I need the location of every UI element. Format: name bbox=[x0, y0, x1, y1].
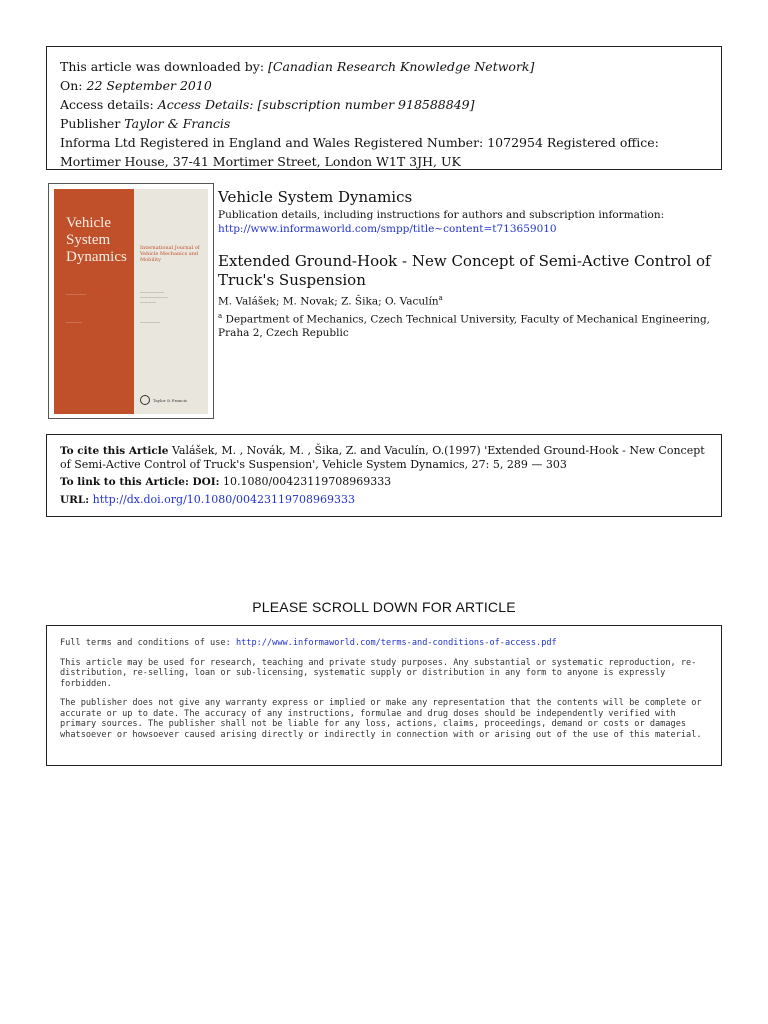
cover-title-line: System bbox=[66, 232, 111, 248]
affiliation bbox=[218, 309, 723, 341]
access-value: Access Details: [subscription number 918588849] bbox=[157, 97, 475, 112]
cover-decoration: ————— bbox=[140, 319, 160, 324]
url-label: URL: bbox=[60, 494, 90, 506]
citation-box bbox=[46, 434, 722, 517]
publisher-logo bbox=[140, 395, 187, 405]
journal-cover-image bbox=[54, 189, 208, 414]
publisher-line bbox=[60, 114, 708, 133]
downloaded-by-value: [Canadian Research Knowledge Network] bbox=[268, 59, 535, 74]
publication-details: Publication details, including instructions for authors and subscription information: bbox=[218, 209, 665, 221]
publisher-logo-text: Taylor & Francis bbox=[153, 397, 187, 403]
doi-line bbox=[60, 475, 708, 489]
access-label: Access details: bbox=[60, 97, 154, 112]
downloaded-by-label: This article was downloaded by: bbox=[60, 59, 265, 74]
date-label: On: bbox=[60, 78, 83, 93]
download-info-box bbox=[46, 46, 722, 170]
author-superscript: a bbox=[438, 294, 443, 302]
cover-title-line: Vehicle bbox=[66, 215, 111, 231]
publisher-value: Taylor & Francis bbox=[124, 116, 231, 131]
cover-decoration: ————— bbox=[66, 291, 86, 296]
article-title: Extended Ground-Hook - New Concept of Semi-Active Control of Truck's Suspension bbox=[218, 252, 711, 289]
journal-link[interactable]: http://www.informaworld.com/smpp/title~content=t713659010 bbox=[218, 223, 557, 235]
cite-text: Valášek, M. , Novák, M. , Šika, Z. and Vaculín, O.(1997) 'Extended Ground-Hook - New Concept of Semi-Active Control of Truck's Suspension', Vehicle System Dynamics, 27: 5, 289 — 303 bbox=[60, 444, 705, 471]
full-terms-label: Full terms and conditions of use: bbox=[60, 638, 231, 648]
cite-label: To cite this Article bbox=[60, 445, 169, 457]
doi-label: To link to this Article: DOI: bbox=[60, 476, 220, 488]
downloaded-by-line bbox=[60, 57, 708, 76]
cover-title bbox=[66, 215, 127, 266]
full-terms-line bbox=[60, 638, 708, 649]
url-line bbox=[60, 493, 708, 507]
journal-title: Vehicle System Dynamics bbox=[218, 188, 413, 206]
scroll-down-message: PLEASE SCROLL DOWN FOR ARTICLE bbox=[252, 599, 516, 615]
cover-decoration: —————— ——————— ———— bbox=[140, 289, 168, 304]
author-list: M. Valášek; M. Novak; Z. Šika; O. Vaculín bbox=[218, 295, 439, 308]
terms-link[interactable]: http://www.informaworld.com/terms-and-conditions-of-access.pdf bbox=[235, 638, 557, 648]
terms-paragraph-disclaimer: The publisher does not give any warranty express or implied or make any representation that the contents will be complete or accurate or up to date. The accuracy of any instructions, formulae and drug doses should be independently verified with primary sources. The publisher shall not be liable for any loss, actions, claims, proceedings, demand or costs or damages whatsoever or howsoever caused arising directly or indirectly in connection with or arising out of the use of this material. bbox=[60, 698, 702, 740]
affiliation-superscript: a bbox=[218, 311, 223, 320]
authors bbox=[218, 292, 723, 309]
affiliation-text: Department of Mechanics, Czech Technical University, Faculty of Mechanical Engineering, Praha 2, Czech Republic bbox=[218, 313, 711, 339]
cover-decoration: ———— bbox=[66, 319, 82, 324]
cover-subtitle: International Journal of Vehicle Mechanics and Mobility bbox=[140, 245, 200, 263]
access-line bbox=[60, 95, 708, 114]
journal-cover-frame bbox=[48, 183, 214, 419]
publisher-label: Publisher bbox=[60, 116, 121, 131]
cover-title-line: Dynamics bbox=[66, 249, 127, 265]
article-details bbox=[218, 188, 723, 340]
date-line bbox=[60, 76, 708, 95]
publisher-logo-icon bbox=[140, 395, 150, 405]
cite-line bbox=[60, 444, 708, 471]
terms-box bbox=[46, 625, 722, 766]
registration-text: Informa Ltd Registered in England and Wales Registered Number: 1072954 Registered office: Mortimer House, 37-41 Mortimer Street, London W1T 3JH, UK bbox=[60, 135, 659, 169]
terms-paragraph-usage: This article may be used for research, teaching and private study purposes. Any substantial or systematic reproduction, re-distribution, re-selling, loan or sub-licensing, systematic supply or distribution in any form to anyone is expressly forbidden. bbox=[60, 657, 697, 689]
cover-right-panel bbox=[134, 189, 208, 414]
doi-url-link[interactable]: http://dx.doi.org/10.1080/00423119708969333 bbox=[92, 493, 355, 506]
doi-value: 10.1080/00423119708969333 bbox=[223, 475, 392, 488]
date-value: 22 September 2010 bbox=[86, 78, 212, 93]
